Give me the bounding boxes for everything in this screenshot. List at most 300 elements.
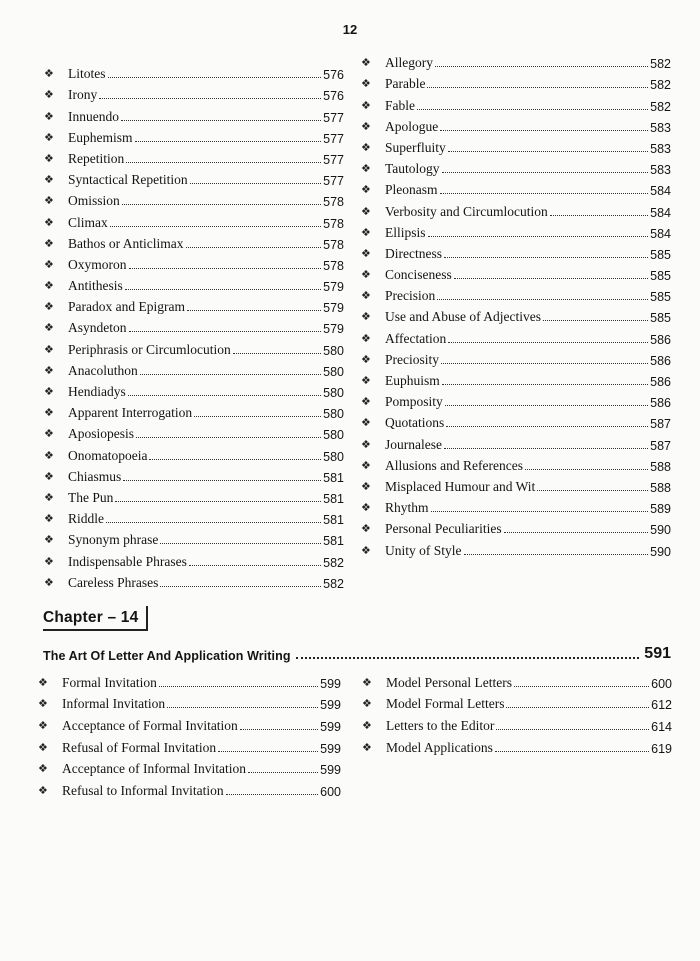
toc-entry-page: 585 (650, 269, 671, 284)
diamond-dots-bullet-icon: ❖ (361, 119, 371, 133)
dot-leader (149, 459, 321, 460)
dot-leader (189, 565, 321, 566)
toc-entry-page: 586 (650, 332, 671, 347)
diamond-dots-bullet-icon: ❖ (44, 406, 54, 420)
diamond-dots-bullet-icon: ❖ (44, 533, 54, 547)
toc-entry[interactable] (361, 156, 671, 177)
toc-entry[interactable] (44, 506, 344, 527)
toc-entry[interactable] (44, 167, 344, 188)
toc-entry-title: The Pun (68, 489, 114, 505)
toc-entry-page: 581 (323, 470, 344, 485)
toc-entry[interactable] (362, 691, 672, 713)
toc-entry-title: Unity of Style (385, 542, 462, 558)
toc-entry-page: 579 (323, 301, 344, 316)
toc-entry-title: Antithesis (68, 278, 123, 294)
toc-entry-page: 580 (323, 407, 344, 422)
diamond-dots-bullet-icon: ❖ (44, 88, 54, 102)
diamond-dots-bullet-icon: ❖ (44, 554, 54, 568)
dot-leader (128, 395, 321, 396)
dot-leader (435, 66, 648, 67)
toc-entry-title: Euphemism (68, 129, 133, 145)
toc-entry[interactable] (44, 209, 344, 230)
toc-entry-page: 578 (323, 258, 344, 273)
dot-leader (543, 320, 648, 321)
diamond-dots-bullet-icon: ❖ (361, 162, 371, 176)
toc-entry-page: 580 (323, 364, 344, 379)
diamond-dots-bullet-icon: ❖ (362, 697, 372, 711)
dot-leader (428, 236, 649, 237)
diamond-dots-bullet-icon: ❖ (44, 363, 54, 377)
toc-entry-title: Conciseness (385, 267, 452, 283)
toc-entry[interactable] (361, 262, 671, 283)
toc-entry[interactable] (44, 421, 344, 442)
toc-entry-page: 589 (650, 502, 671, 517)
dot-leader (446, 426, 648, 427)
toc-entry-title: Formal Invitation (62, 674, 157, 690)
toc-entry[interactable] (38, 669, 341, 691)
dot-leader (495, 751, 649, 752)
toc-entry-page: 582 (323, 555, 344, 570)
toc-entry-page: 600 (651, 676, 672, 691)
toc-entry[interactable] (44, 358, 344, 379)
dot-leader (187, 310, 321, 311)
toc-entry[interactable] (44, 294, 344, 315)
dot-leader (136, 437, 321, 438)
toc-entry-title: Tautology (385, 161, 440, 177)
toc-entry-title: Journalese (385, 436, 442, 452)
dot-leader (525, 469, 648, 470)
diamond-dots-bullet-icon: ❖ (362, 719, 372, 733)
toc-entry-page: 586 (650, 353, 671, 368)
toc-entry[interactable] (361, 92, 671, 113)
toc-entry-page: 584 (650, 205, 671, 220)
toc-entry-title: Directness (385, 245, 442, 261)
dot-leader (106, 522, 321, 523)
dot-leader (129, 268, 322, 269)
toc-entry[interactable] (44, 103, 344, 124)
toc-entry-title: Climax (68, 214, 108, 230)
toc-entry-title: Quotations (385, 415, 445, 431)
toc-entry-page: 582 (650, 78, 671, 93)
toc-entry-title: Syntactical Repetition (68, 172, 188, 188)
toc-entry[interactable] (361, 304, 671, 325)
diamond-dots-bullet-icon: ❖ (38, 762, 48, 776)
toc-entry-page: 579 (323, 322, 344, 337)
toc-entry[interactable] (44, 527, 344, 548)
toc-entry-page: 585 (650, 247, 671, 262)
dot-leader (448, 342, 648, 343)
dot-leader (190, 183, 322, 184)
diamond-dots-bullet-icon: ❖ (361, 268, 371, 282)
toc-entry-page: 619 (651, 741, 672, 756)
toc-entry-page: 599 (320, 741, 341, 756)
diamond-dots-bullet-icon: ❖ (44, 469, 54, 483)
toc-entry-title: Affectation (385, 330, 447, 346)
toc-entry-title: Apparent Interrogation (68, 405, 193, 421)
section-page: 591 (644, 645, 671, 662)
diamond-dots-bullet-icon: ❖ (38, 784, 48, 798)
diamond-dots-bullet-icon: ❖ (38, 675, 48, 689)
toc-entry[interactable] (44, 400, 344, 421)
toc-entry-title: Aposiopesis (68, 426, 135, 442)
toc-entry-title: Onomatopoeia (68, 447, 148, 463)
toc-entry-page: 583 (650, 120, 671, 135)
toc-entry-page: 586 (650, 396, 671, 411)
toc-entry-page: 578 (323, 195, 344, 210)
toc-entry-page: 580 (323, 386, 344, 400)
toc-entry-title: Bathos or Anticlimax (68, 235, 184, 251)
dot-leader (437, 299, 648, 300)
diamond-dots-bullet-icon: ❖ (361, 395, 371, 409)
toc-entry[interactable] (44, 231, 344, 252)
toc-entry-page: 577 (323, 174, 344, 189)
toc-entry-title: Letters to the Editor (386, 718, 495, 734)
toc-entry[interactable] (44, 82, 344, 103)
toc-entry-title: Informal Invitation (62, 696, 166, 712)
toc-entry-title: Irony (68, 87, 98, 103)
toc-entry-title: Ellipsis (385, 224, 426, 240)
toc-entry-page: 583 (650, 163, 671, 178)
dot-leader (226, 794, 319, 795)
diamond-dots-bullet-icon: ❖ (361, 204, 371, 218)
toc-entry-title: Careless Phrases (68, 574, 159, 590)
diamond-dots-bullet-icon: ❖ (44, 300, 54, 314)
dot-leader (440, 193, 649, 194)
dot-leader (448, 151, 648, 152)
toc-entry[interactable] (44, 125, 344, 146)
diamond-dots-bullet-icon: ❖ (44, 448, 54, 462)
chapter-toc-column-left (38, 669, 341, 799)
toc-entry[interactable] (361, 135, 671, 156)
toc-entry[interactable] (361, 177, 671, 198)
toc-entry-title: Parable (385, 76, 426, 92)
dot-leader (431, 511, 649, 512)
toc-entry-title: Allusions and References (385, 457, 523, 473)
diamond-dots-bullet-icon: ❖ (38, 740, 48, 754)
diamond-dots-bullet-icon: ❖ (44, 67, 54, 81)
toc-entry-title: Riddle (68, 511, 104, 527)
dot-leader (218, 751, 318, 752)
toc-column-left (44, 61, 344, 591)
diamond-dots-bullet-icon: ❖ (44, 512, 54, 526)
dot-leader (444, 257, 648, 258)
diamond-dots-bullet-icon: ❖ (362, 740, 372, 754)
toc-entry[interactable] (44, 548, 344, 569)
dot-leader (115, 501, 321, 502)
section-title: The Art Of Letter And Application Writing (43, 649, 291, 663)
dot-leader (129, 331, 322, 332)
toc-entry-page: 586 (650, 375, 671, 389)
toc-entry-title: Fable (385, 97, 415, 113)
toc-entry[interactable] (44, 146, 344, 167)
toc-entry-page: 590 (650, 523, 671, 538)
toc-entry[interactable] (361, 431, 671, 452)
toc-entry[interactable] (361, 71, 671, 92)
toc-entry-title: Hendiadys (68, 384, 126, 399)
toc-column-right (361, 50, 671, 559)
toc-entry[interactable] (361, 325, 671, 346)
diamond-dots-bullet-icon: ❖ (361, 77, 371, 91)
toc-entry-title: Asyndeton (68, 320, 127, 336)
toc-entry-title: Verbosity and Circumlocution (385, 203, 548, 219)
toc-entry-title: Precision (385, 288, 436, 304)
dot-leader (427, 87, 648, 88)
toc-entry[interactable] (361, 283, 671, 304)
toc-entry-title: Superfluity (385, 139, 446, 155)
toc-entry-title: Model Formal Letters (386, 696, 505, 712)
toc-entry-title: Personal Peculiarities (385, 521, 502, 537)
diamond-dots-bullet-icon: ❖ (44, 194, 54, 208)
dot-leader (464, 554, 649, 555)
toc-entry[interactable] (361, 410, 671, 431)
toc-entry-page: 577 (323, 152, 344, 167)
diamond-dots-bullet-icon: ❖ (361, 225, 371, 239)
dot-leader (126, 162, 321, 163)
dot-leader (417, 109, 648, 110)
diamond-dots-bullet-icon: ❖ (361, 522, 371, 536)
toc-entry[interactable] (361, 495, 671, 516)
toc-entry-page: 599 (320, 698, 341, 713)
toc-entry-title: Anacoluthon (68, 362, 138, 378)
toc-entry-title: Synonym phrase (68, 532, 159, 548)
toc-entry-page: 590 (650, 544, 671, 559)
toc-entry-page: 584 (650, 184, 671, 199)
section-entry[interactable] (43, 645, 671, 663)
chapter-heading: Chapter – 14 (43, 606, 148, 631)
toc-entry[interactable] (44, 336, 344, 357)
toc-entry[interactable] (361, 220, 671, 241)
dot-leader (514, 686, 649, 687)
dot-leader (110, 226, 321, 227)
toc-entry[interactable] (44, 464, 344, 485)
dot-leader (440, 130, 648, 131)
toc-entry[interactable] (361, 474, 671, 495)
toc-entry-page: 581 (323, 534, 344, 549)
dot-leader (248, 772, 318, 773)
toc-entry-page: 577 (323, 131, 344, 146)
toc-entry-title: Pomposity (385, 394, 443, 410)
toc-entry[interactable] (44, 570, 344, 591)
dot-leader (296, 657, 640, 659)
diamond-dots-bullet-icon: ❖ (44, 575, 54, 589)
toc-entry-page: 600 (320, 785, 341, 800)
diamond-dots-bullet-icon: ❖ (361, 56, 371, 70)
toc-entry-page: 577 (323, 110, 344, 125)
diamond-dots-bullet-icon: ❖ (361, 352, 371, 366)
diamond-dots-bullet-icon: ❖ (361, 543, 371, 557)
toc-entry[interactable] (361, 368, 671, 389)
toc-entry[interactable] (361, 198, 671, 219)
toc-entry[interactable] (362, 669, 672, 691)
dot-leader (444, 448, 648, 449)
dot-leader (454, 278, 648, 279)
toc-entry-page: 599 (320, 720, 341, 735)
toc-entry-title: Allegory (385, 55, 433, 71)
diamond-dots-bullet-icon: ❖ (44, 130, 54, 144)
toc-entry-title: Use and Abuse of Adjectives (385, 309, 541, 325)
diamond-dots-bullet-icon: ❖ (361, 331, 371, 345)
toc-entry-title: Periphrasis or Circumlocution (68, 341, 231, 357)
diamond-dots-bullet-icon: ❖ (44, 215, 54, 229)
toc-entry[interactable] (361, 453, 671, 474)
toc-entry-page: 579 (323, 280, 344, 295)
toc-entry[interactable] (361, 516, 671, 537)
toc-entry[interactable] (38, 756, 341, 778)
toc-entry-page: 578 (323, 216, 344, 231)
toc-entry-title: Model Personal Letters (386, 674, 512, 690)
toc-entry-page: 614 (651, 720, 672, 735)
diamond-dots-bullet-icon: ❖ (361, 289, 371, 303)
diamond-dots-bullet-icon: ❖ (44, 236, 54, 250)
toc-entry-page: 582 (323, 576, 344, 591)
dot-leader (240, 729, 318, 730)
toc-entry[interactable] (362, 712, 672, 734)
diamond-dots-bullet-icon: ❖ (44, 490, 54, 504)
toc-entry[interactable] (38, 734, 341, 756)
toc-entry-title: Misplaced Humour and Wit (385, 478, 536, 494)
dot-leader (159, 686, 318, 687)
dot-leader (504, 532, 649, 533)
toc-entry-page: 612 (651, 698, 672, 713)
toc-entry[interactable] (361, 537, 671, 558)
diamond-dots-bullet-icon: ❖ (361, 374, 371, 387)
toc-entry-title: Innuendo (68, 108, 119, 124)
toc-entry-title: Litotes (68, 66, 106, 82)
toc-entry-title: Omission (68, 193, 120, 209)
diamond-dots-bullet-icon: ❖ (44, 109, 54, 123)
page-number: 12 (342, 22, 358, 37)
diamond-dots-bullet-icon: ❖ (44, 279, 54, 293)
toc-entry-page: 584 (650, 226, 671, 241)
diamond-dots-bullet-icon: ❖ (361, 458, 371, 472)
diamond-dots-bullet-icon: ❖ (361, 140, 371, 154)
diamond-dots-bullet-icon: ❖ (44, 385, 54, 398)
dot-leader (441, 363, 648, 364)
diamond-dots-bullet-icon: ❖ (38, 697, 48, 711)
dot-leader (442, 172, 649, 173)
diamond-dots-bullet-icon: ❖ (44, 321, 54, 335)
toc-entry-page: 582 (650, 57, 671, 72)
toc-entry[interactable] (44, 61, 344, 82)
diamond-dots-bullet-icon: ❖ (44, 342, 54, 356)
toc-entry-page: 599 (320, 763, 341, 778)
diamond-dots-bullet-icon: ❖ (361, 310, 371, 324)
toc-entry-title: Rhythm (385, 500, 429, 516)
dot-leader (160, 586, 321, 587)
toc-entry-page: 576 (323, 89, 344, 104)
dot-leader (160, 543, 321, 544)
dot-leader (99, 98, 321, 99)
toc-entry[interactable] (38, 712, 341, 734)
toc-entry-title: Indispensable Phrases (68, 553, 187, 569)
diamond-dots-bullet-icon: ❖ (361, 98, 371, 112)
toc-entry[interactable] (44, 273, 344, 294)
toc-entry[interactable] (44, 379, 344, 400)
toc-entry[interactable] (361, 241, 671, 262)
toc-entry[interactable] (361, 389, 671, 410)
diamond-dots-bullet-icon: ❖ (44, 257, 54, 271)
dot-leader (537, 490, 648, 491)
toc-entry[interactable] (38, 777, 341, 799)
dot-leader (167, 707, 318, 708)
dot-leader (122, 204, 321, 205)
dot-leader (445, 405, 648, 406)
toc-entry-title: Refusal of Formal Invitation (62, 739, 217, 755)
toc-entry-title: Chiasmus (68, 468, 122, 484)
diamond-dots-bullet-icon: ❖ (361, 246, 371, 260)
toc-entry-title: Paradox and Epigram (68, 299, 185, 315)
toc-entry[interactable] (361, 347, 671, 368)
toc-entry-page: 587 (650, 417, 671, 432)
toc-entry-page: 581 (323, 491, 344, 506)
toc-entry-page: 582 (650, 99, 671, 114)
dot-leader (194, 416, 321, 417)
toc-entry-page: 599 (320, 676, 341, 691)
toc-entry[interactable] (362, 734, 672, 756)
toc-entry-title: Model Applications (386, 739, 493, 755)
diamond-dots-bullet-icon: ❖ (38, 719, 48, 733)
diamond-dots-bullet-icon: ❖ (361, 183, 371, 197)
toc-entry-page: 588 (650, 480, 671, 495)
toc-entry-title: Pleonasm (385, 182, 438, 198)
dot-leader (233, 353, 321, 354)
toc-entry-page: 583 (650, 141, 671, 156)
toc-entry[interactable] (38, 691, 341, 713)
dot-leader (135, 141, 322, 142)
toc-entry-title: Acceptance of Formal Invitation (62, 718, 238, 734)
diamond-dots-bullet-icon: ❖ (44, 151, 54, 165)
toc-entry-title: Acceptance of Informal Invitation (62, 761, 247, 777)
toc-entry-page: 585 (650, 290, 671, 305)
dot-leader (186, 247, 322, 248)
toc-entry-title: Preciosity (385, 351, 439, 367)
diamond-dots-bullet-icon: ❖ (361, 437, 371, 451)
toc-entry[interactable] (44, 442, 344, 463)
diamond-dots-bullet-icon: ❖ (44, 173, 54, 187)
toc-entry[interactable] (44, 188, 344, 209)
toc-entry-page: 580 (323, 428, 344, 443)
toc-entry-page: 580 (323, 449, 344, 464)
toc-entry-title: Repetition (68, 150, 125, 166)
toc-entry-page: 576 (323, 68, 344, 83)
dot-leader (121, 120, 321, 121)
dot-leader (125, 289, 321, 290)
toc-entry-title: Oxymoron (68, 256, 127, 272)
toc-entry[interactable] (361, 114, 671, 135)
toc-entry-title: Euphuism (385, 373, 440, 388)
toc-entry-page: 585 (650, 311, 671, 326)
dot-leader (123, 480, 321, 481)
dot-leader (108, 77, 322, 78)
diamond-dots-bullet-icon: ❖ (362, 675, 372, 689)
toc-entry[interactable] (44, 252, 344, 273)
toc-entry[interactable] (44, 485, 344, 506)
toc-entry-title: Refusal to Informal Invitation (62, 783, 224, 799)
toc-entry-page: 578 (323, 237, 344, 252)
toc-entry-page: 587 (650, 438, 671, 453)
toc-entry[interactable] (361, 50, 671, 71)
dot-leader (496, 729, 649, 730)
diamond-dots-bullet-icon: ❖ (361, 501, 371, 515)
dot-leader (140, 374, 321, 375)
dot-leader (442, 384, 648, 385)
toc-entry-page: 588 (650, 459, 671, 474)
diamond-dots-bullet-icon: ❖ (361, 416, 371, 430)
toc-entry-page: 581 (323, 513, 344, 528)
toc-entry[interactable] (44, 315, 344, 336)
toc-entry-page: 580 (323, 343, 344, 358)
toc-entry-title: Apologue (385, 118, 439, 134)
